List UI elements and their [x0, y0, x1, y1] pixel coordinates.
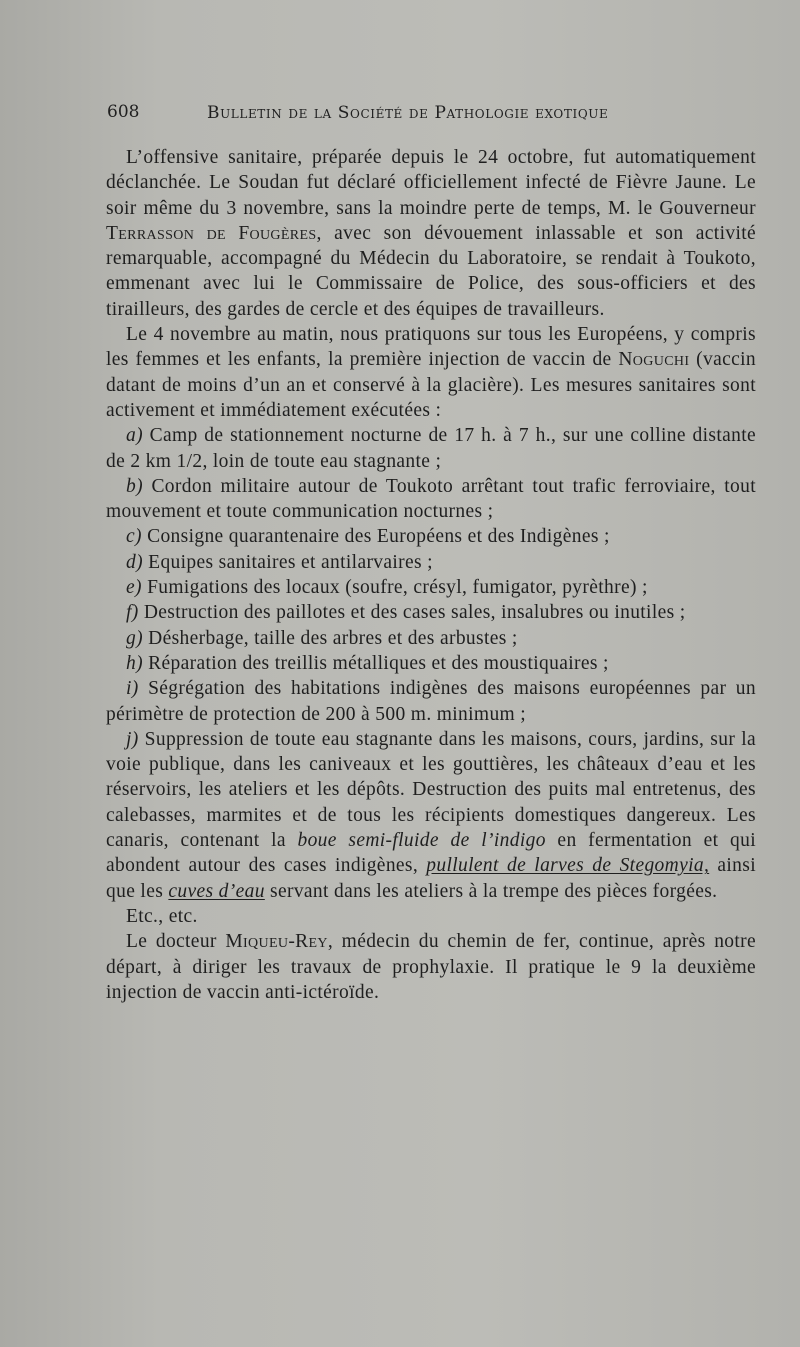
emphasis-text: cuves d’eau — [168, 880, 265, 902]
list-item-g — [106, 626, 756, 651]
item-text: Désherbage, taille des arbres et des arbustes ; — [142, 627, 518, 649]
paragraph-text: L’offensive sanitaire, préparée depuis le 24 octobre, fut automatiquement déclanchée. Le Soudan fut déclaré officiellement infecté de Fièvre Jaune. Le soir même du 3 novembre, sans la moindre perte de temps, M. le Gouverneur — [106, 147, 756, 219]
item-text: Destruction des paillotes et des cases sales, insalubres ou inutiles ; — [138, 602, 686, 624]
item-letter: a) — [126, 425, 143, 447]
item-letter: d) — [126, 551, 143, 573]
list-item-b — [106, 474, 756, 525]
item-letter: j) — [126, 728, 139, 750]
paragraph-text: , médecin du chemin de fer, continue, après notre départ, à diriger les travaux de prophylaxie. Il pratique le 9 la deuxième injection de vaccin anti-ictéroïde. — [106, 931, 757, 1003]
list-item-i — [106, 676, 756, 727]
person-name: Terrasson de Fougères — [106, 222, 317, 244]
paragraph-text: (vaccin datant de moins d’un an et conservé à la glacière). Les mesures sanitaires sont activement et immédiatement exécutées : — [106, 349, 756, 421]
paragraph-vaccination — [106, 322, 756, 423]
paragraph-text: , avec son dévouement inlassable et son activité remarquable, accompagné du Médecin du Laboratoire, se rendait à Toukoto, emmenant avec lui le Commissaire de Police, des sous-officiers et des tirailleurs, des gardes de cercle et des équipes de travailleurs. — [106, 222, 756, 320]
item-letter: g) — [126, 627, 143, 649]
item-text: Réparation des treillis métalliques et des moustiquaires ; — [142, 652, 609, 674]
item-text: Ségrégation des habitations indigènes des maisons européennes par un périmètre de protection de 200 à 500 m. minimum ; — [106, 678, 756, 725]
item-text: Camp de stationnement nocturne de 17 h. à 7 h., sur une colline distante de 2 km 1/2, loin de toute eau stagnante ; — [106, 425, 756, 472]
item-letter: h) — [126, 652, 143, 674]
emphasis-text: boue semi-fluide de l’indigo — [297, 830, 546, 852]
item-letter: c) — [126, 526, 142, 548]
paragraph-continuation — [106, 929, 756, 1005]
item-letter: i) — [126, 678, 139, 700]
person-name: Noguchi — [618, 349, 690, 371]
list-item-d — [106, 550, 756, 575]
list-item-h — [106, 651, 756, 676]
paragraph-etc: Etc., etc. — [126, 905, 198, 927]
item-text: Fumigations des locaux (soufre, crésyl, fumigator, pyrèthre) ; — [141, 577, 648, 599]
item-text: servant dans les ateliers à la trempe des pièces forgées. — [264, 880, 718, 902]
paragraph-text: Le docteur — [126, 931, 226, 953]
item-text: Equipes sanitaires et antilarvaires ; — [142, 551, 433, 573]
person-name: Miqueu-Rey — [225, 931, 328, 953]
item-letter: f) — [126, 602, 139, 624]
item-text: ainsi que les — [106, 855, 756, 902]
list-item-j — [106, 727, 756, 904]
item-letter: b) — [126, 475, 143, 497]
list-item-c — [106, 524, 756, 549]
item-text: Suppression de toute eau stagnante dans les maisons, cours, jardins, sur la voie publique, dans les caniveaux et les gouttières, les châteaux d’eau et les réservoirs, les ateliers et les dépôts. Destruction des puits mal entretenus, des calebasses, marmites et de tous les récipients domestiques dangereux. Les canaris, contenant la — [106, 728, 756, 852]
item-text: Consigne quarantenaire des Européens et des Indigènes ; — [141, 526, 610, 548]
paragraph-text: Le 4 novembre au matin, nous pratiquons sur tous les Européens, y compris les femmes et les enfants, la première injection de vaccin de — [106, 324, 756, 371]
paragraph-offensive — [106, 145, 756, 322]
item-letter: e) — [126, 577, 142, 599]
list-item-e — [106, 575, 756, 600]
body-text — [106, 145, 756, 1005]
emphasis-text: pullulent de larves de Stegomyia, — [426, 855, 710, 877]
item-text: en fermentation et qui abondent autour des cases indigènes, — [106, 830, 756, 877]
list-item-f — [106, 600, 756, 625]
page-number: 608 — [107, 102, 140, 122]
running-title: Bulletin de la Société de Pathologie exotique — [207, 103, 609, 123]
item-text: Cordon militaire autour de Toukoto arrêtant tout trafic ferroviaire, tout mouvement et toute communication nocturnes ; — [106, 475, 756, 523]
list-item-a — [106, 423, 756, 474]
